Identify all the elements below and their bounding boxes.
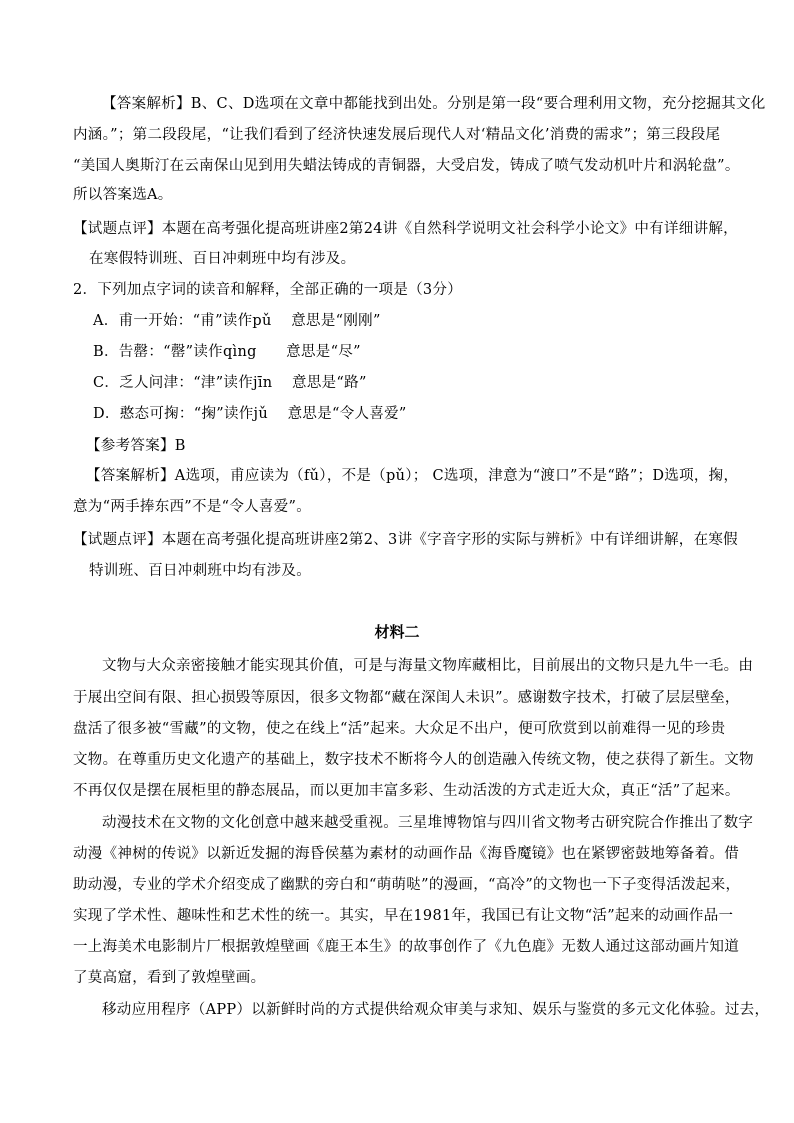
analysis1-line-4: 所以答案选A。	[73, 187, 173, 203]
material2-p2-line-5: 一上海美术电影制片厂根据敦煌壁画《鹿王本生》的故事创作了《九色鹿》无数人通过这部动画片知道	[73, 939, 739, 955]
material2-p2-line-3: 助动漫，专业的学术介绍变成了幽默的旁白和“萌萌哒”的漫画，“高冷”的文物也一下子变得活泼起来，	[73, 877, 741, 893]
comment1-line-2: 在寒假特训班、百日冲刺班中均有涉及。	[89, 251, 356, 267]
material2-p2-line-1: 动漫技术在文物的文化创意中越来越受重视。三星堆博物馆与四川省文物考古研究院合作推出了数字	[102, 815, 754, 831]
analysis2-line-2: 意为“两手捧东西”不是“令人喜爱”。	[73, 499, 312, 515]
material2-p2-line-6: 了莫高窟，看到了敦煌壁画。	[73, 970, 266, 986]
material2-p3-line-1: 移动应用程序（APP）以新鲜时尚的方式提供给观众审美与求知、娱乐与鉴赏的多元文化体验。过去，	[102, 1002, 770, 1018]
analysis1-line-1: 【答案解析】B、C、D选项在文章中都能找到出处。分别是第一段“要合理利用文物，充分挖掘其文化	[102, 96, 766, 112]
material2-p1-line-3: 盘活了很多被“雪藏”的文物，使之在线上“活”起来。大众足不出户，便可欣赏到以前难得一见的珍贵	[73, 721, 726, 737]
material2-p1-line-5: 不再仅仅是摆在展柜里的静态展品，而以更加丰富多彩、生动活泼的方式走近大众，真正“活”了起来。	[73, 783, 740, 799]
comment2-line-1: 【试题点评】本题在高考强化提高班讲座2第2、3讲《字音字形的实际与辨析》中有详细讲解，在寒假	[73, 532, 738, 548]
comment1-line-1: 【试题点评】本题在高考强化提高班讲座2第24讲《自然科学说明文社会科学小论文》中有详细讲解，	[73, 221, 738, 237]
material2-p2-line-2: 动漫《神树的传说》以新近发掘的海昏侯墓为素材的动画作品《海昏魔镜》也在紧锣密鼓地筹备着。借	[73, 846, 739, 862]
analysis1-line-3: “美国人奥斯汀在云南保山见到用失蜡法铸成的青铜器，大受启发，铸成了喷气发动机叶片和涡轮盘”。	[73, 158, 740, 174]
question2-stem: 2．下列加点字词的读音和解释，全部正确的一项是（3分）	[73, 282, 463, 298]
material2-p1-line-2: 于展出空间有限、担心损毁等原因，很多文物都“藏在深闺人未识”。感谢数字技术，打破了层层壁垒，	[73, 690, 740, 706]
reference-answer: 【参考答案】B	[86, 438, 186, 454]
material2-p1-line-1: 文物与大众亲密接触才能实现其价值，可是与海量文物库藏相比，目前展出的文物只是九牛一毛。由	[102, 658, 754, 674]
analysis2-line-1: 【答案解析】A选项，甫应读为（fǔ），不是（pǔ）； C选项，津意为“渡口”不是“路”；D选项，掬，	[86, 468, 739, 484]
question2-option-a: A．甫一开始：“甫”读作pǔ 意思是“刚刚”	[93, 313, 381, 329]
question2-option-c: C．乏人问津：“津”读作jīn 意思是“路”	[93, 375, 367, 391]
material2-title: 材料二	[374, 623, 420, 641]
analysis1-line-2: 内涵。”；第二段段尾，“让我们看到了经济快速发展后现代人对‘精品文化’消费的需求”；第三段段尾	[73, 127, 721, 143]
question2-option-b: B．告罄：“罄”读作qìng 意思是“尽”	[93, 344, 361, 360]
material2-p2-line-4: 实现了学术性、趣味性和艺术性的统一。其实，早在1981年，我国已有让文物“活”起来的动画作品一	[73, 908, 734, 924]
material2-p1-line-4: 文物。在尊重历史文化遗产的基础上，数字技术不断将今人的创造融入传统文物，使之获得了新生。文物	[73, 752, 754, 768]
comment2-line-2: 特训班、百日冲刺班中均有涉及。	[89, 563, 311, 579]
question2-option-d: D．憨态可掬：“掬”读作jǔ 意思是“令人喜爱”	[93, 406, 407, 422]
